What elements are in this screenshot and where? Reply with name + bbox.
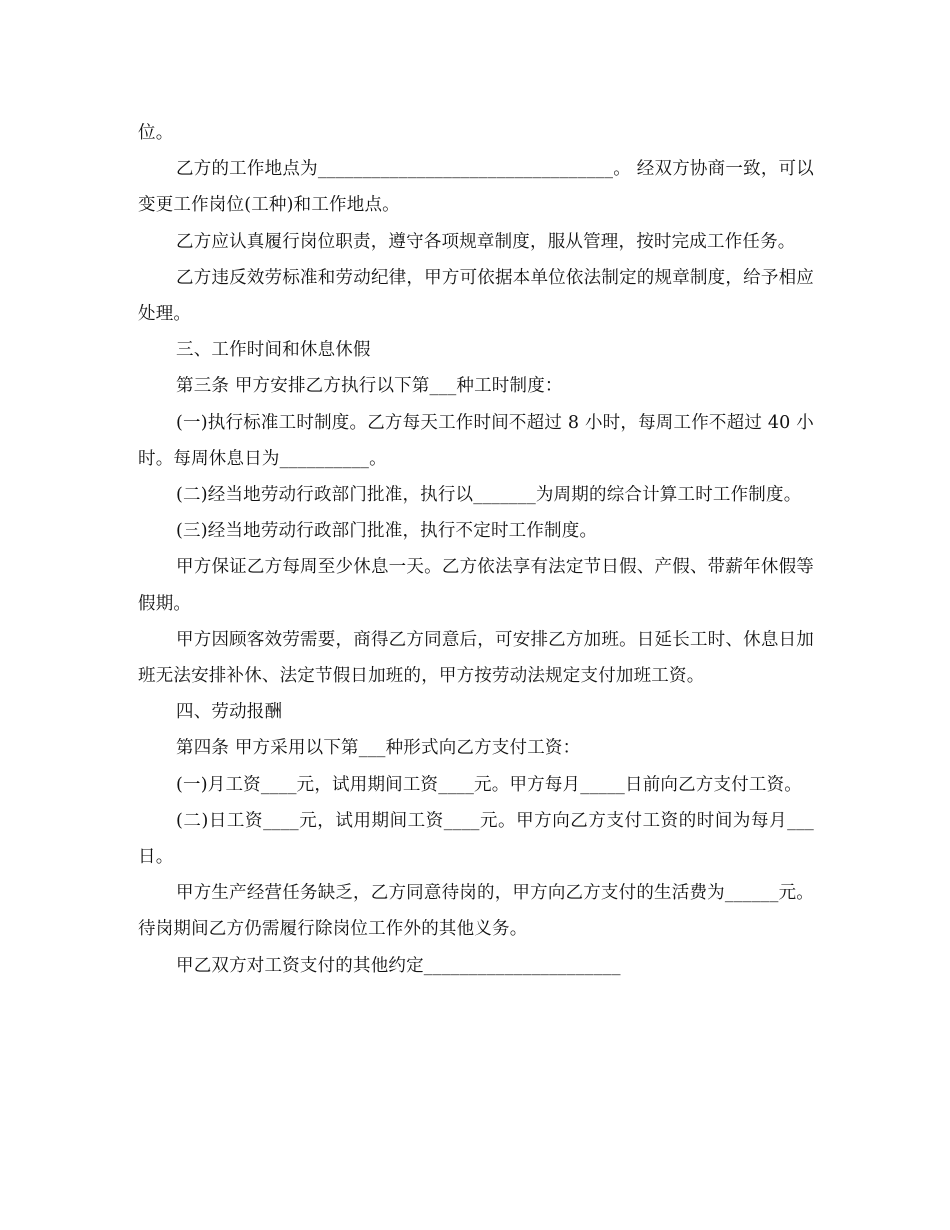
paragraph-standby-allowance: 甲方生产经营任务缺乏，乙方同意待岗的，甲方向乙方支付的生活费为______元。待岗期间乙方仍需履行除岗位工作外的其他义务。	[138, 883, 814, 940]
section-heading-working-hours: 三、工作时间和休息休假	[176, 340, 371, 361]
paragraph-work-location: 乙方的工作地点为_________________________________。 经双方协商一致，可以变更工作岗位(工种)和工作地点。	[138, 159, 814, 216]
clause-comprehensive-hours: (二)经当地劳动行政部门批准，执行以_______为周期的综合计算工时工作制度。	[176, 485, 802, 506]
clause-flexible-hours: (三)经当地劳动行政部门批准，执行不定时工作制度。	[176, 521, 598, 542]
clause-standard-hours: (一)执行标准工时制度。乙方每天工作时间不超过 8 小时，每周工作不超过 40 小时。每周休息日为__________。	[138, 412, 814, 469]
paragraph-duties: 乙方应认真履行岗位职责，遵守各项规章制度，服从管理，按时完成工作任务。	[176, 231, 796, 252]
paragraph-other-wage-terms: 甲乙双方对工资支付的其他约定______________________	[176, 955, 621, 976]
paragraph-rest-days: 甲方保证乙方每周至少休息一天。乙方依法享有法定节日假、产假、带薪年休假等假期。	[138, 557, 814, 614]
paragraph-overtime: 甲方因顾客效劳需要，商得乙方同意后，可安排乙方加班。日延长工时、休息日加班无法安排补休、法定节假日加班的，甲方按劳动法规定支付加班工资。	[138, 629, 814, 687]
clause-daily-wage: (二)日工资____元，试用期间工资____元。甲方向乙方支付工资的时间为每月___日。	[138, 810, 814, 868]
article-four: 第四条 甲方采用以下第___种形式向乙方支付工资：	[176, 738, 581, 759]
document-body	[138, 115, 814, 984]
paragraph-discipline: 乙方违反效劳标准和劳动纪律，甲方可依据本单位依法制定的规章制度，给予相应处理。	[138, 267, 814, 325]
article-three: 第三条 甲方安排乙方执行以下第___种工时制度：	[176, 376, 563, 397]
paragraph-position-end: 位。	[138, 123, 174, 143]
section-heading-remuneration: 四、劳动报酬	[176, 702, 283, 723]
clause-monthly-wage: (一)月工资____元，试用期间工资____元。甲方每月_____日前向乙方支付工资。	[176, 774, 803, 795]
